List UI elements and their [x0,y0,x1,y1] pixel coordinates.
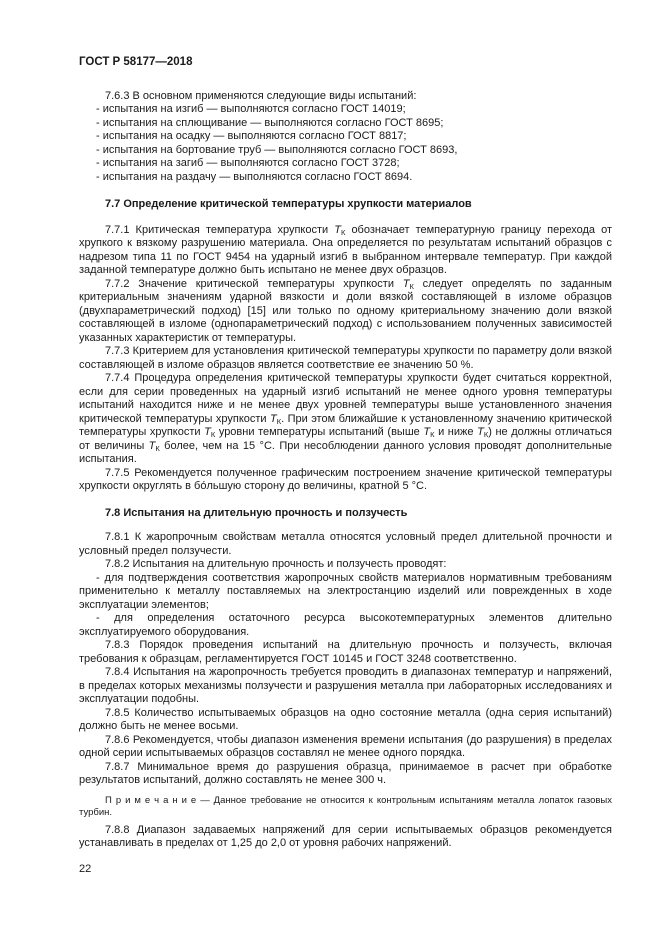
note-7-8-7: П р и м е ч а н и е — Данное требование не относится к контрольным испытаниям металла лопаток газовых турбин. [79,794,612,818]
para-7-8-2: 7.8.2 Испытания на длительную прочность и ползучесть проводят: [105,558,447,570]
para-7-8-3: 7.8.3 Порядок проведения испытаний на длительную прочность и ползучесть, включая требования к образцам, регламентируется ГОСТ 10145 и ГОСТ 3248 соответственно. [79,639,612,665]
para-7-8-6: 7.8.6 Рекомендуется, чтобы диапазон изменения времени испытания (до разрушения) в пределах одной серии испытываемых образцов составлял не менее одного порядка. [79,733,612,759]
para-7-8-8: 7.8.8 Диапазон задаваемых напряжений для серии испытываемых образцов рекомендуется устанавливать в пределах от 1,25 до 2,0 от уровня рабочих напряжений. [79,823,612,849]
para-7-7-1: 7.7.1 Критическая температура хрупкости $T_К$ обозначает температурную границу перехода от хрупкого к вязкому разрушению материала. Она определяется по результатам испытаний образцов с надрезом типа 11 по ГОСТ 9454 на ударный изгиб в выбранном интервале температур. При каждой заданной температуре должно быть испытано не менее двух образцов. [79,223,612,276]
list-item-expansion: - испытания на раздачу — выполняются согласно ГОСТ 8694. [96,170,413,183]
para-7-7-4: 7.7.4 Процедура определения критической температуры хрупкости будет считаться корректной, если для серии проведенных на ударный изгиб испытаний не менее одного уровня температуры испытаний находится ниже и не менее двух уровней температуры выше установленного значения критической температуры хрупкости $T_К$. При этом ближайшие к установленному значению критической температуры хрупкости $T_К$ уровни температуры испытаний (выше $T_К$ и ниже $T_К$) не должны отличаться от величины $T_К$ более, чем на 15 °С. При несоблюдении данного условия проводят дополнительные испытания. [79,372,612,465]
page-content [79,56,612,876]
para-7-8-1: 7.8.1 К жаропрочным свойствам металла относятся условный предел длительной прочности и условный предел ползучести. [79,531,612,557]
section-heading-7-8: 7.8 Испытания на длительную прочность и ползучесть [105,506,408,519]
para-7-6-3-intro: 7.6.3 В основном применяются следующие виды испытаний: [105,89,417,102]
para-7-8-5: 7.8.5 Количество испытываемых образцов на одно состояние металла (одна серия испытаний) должно быть не менее восьми. [79,706,612,732]
document-header: ГОСТ Р 58177—2018 [79,56,193,68]
para-7-7-5: 7.7.5 Рекомендуется полученное графическим построением значение критической температуры хрупкости округлять в бо́льшую сторону до величины, кратной 5 °С. [79,466,612,492]
list-item-upsetting: - испытания на осадку — выполняются согласно ГОСТ 8817; [96,130,407,142]
para-7-8-4: 7.8.4 Испытания на жаропрочность требуется проводить в диапазонах температур и напряжений, в пределах которых механизмы ползучести и разрушения металла при лабораторных исследованиях и эксплуатации подобны. [79,666,612,705]
para-7-7-3: 7.7.3 Критерием для установления критической температуры хрупкости по параметру доли вязкой составляющей в изломе образцов является соответствие ее значению 50 %. [79,345,612,371]
list-item-flattening: - испытания на сплющивание — выполняются согласно ГОСТ 8695; [96,116,444,129]
list-item-rebend: - испытания на загиб — выполняются согласно ГОСТ 3728; [96,157,400,169]
list-item-residual-life: - для определения остаточного ресурса высокотемпературных элементов длительно эксплуатируемого оборудования. [79,612,612,638]
para-7-7-2: 7.7.2 Значение критической температуры хрупкости $T_К$ следует определять по заданным критериальным значениям ударной вязкости и доли вязкой составляющей в изломе образцов (двухпараметрический подход) [15] или только по одному критериальному значению доли вязкой составляющей в изломе (однопараметрический подход) с использованием полученных зависимостей указанных характеристик от температуры. [79,277,612,344]
section-heading-7-7: 7.7 Определение критической температуры хрупкости материалов [105,198,472,210]
page-number: 22 [79,862,92,875]
para-7-8-7: 7.8.7 Минимальное время до разрушения образца, принимаемое в расчет при обработке результатов испытаний, должно составлять не менее 300 ч. [79,760,612,786]
list-item-pipe-flanging: - испытания на бортование труб — выполняются согласно ГОСТ 8693, [96,143,458,156]
list-item-conformity: - для подтверждения соответствия жаропрочных свойств материалов нормативным требованиям применительно к металлу поставляемых на электростанцию изделий или поврежденных в ходе эксплуатации элементов; [79,571,612,611]
list-item-bend: - испытания на изгиб — выполняются согласно ГОСТ 14019; [96,103,406,115]
